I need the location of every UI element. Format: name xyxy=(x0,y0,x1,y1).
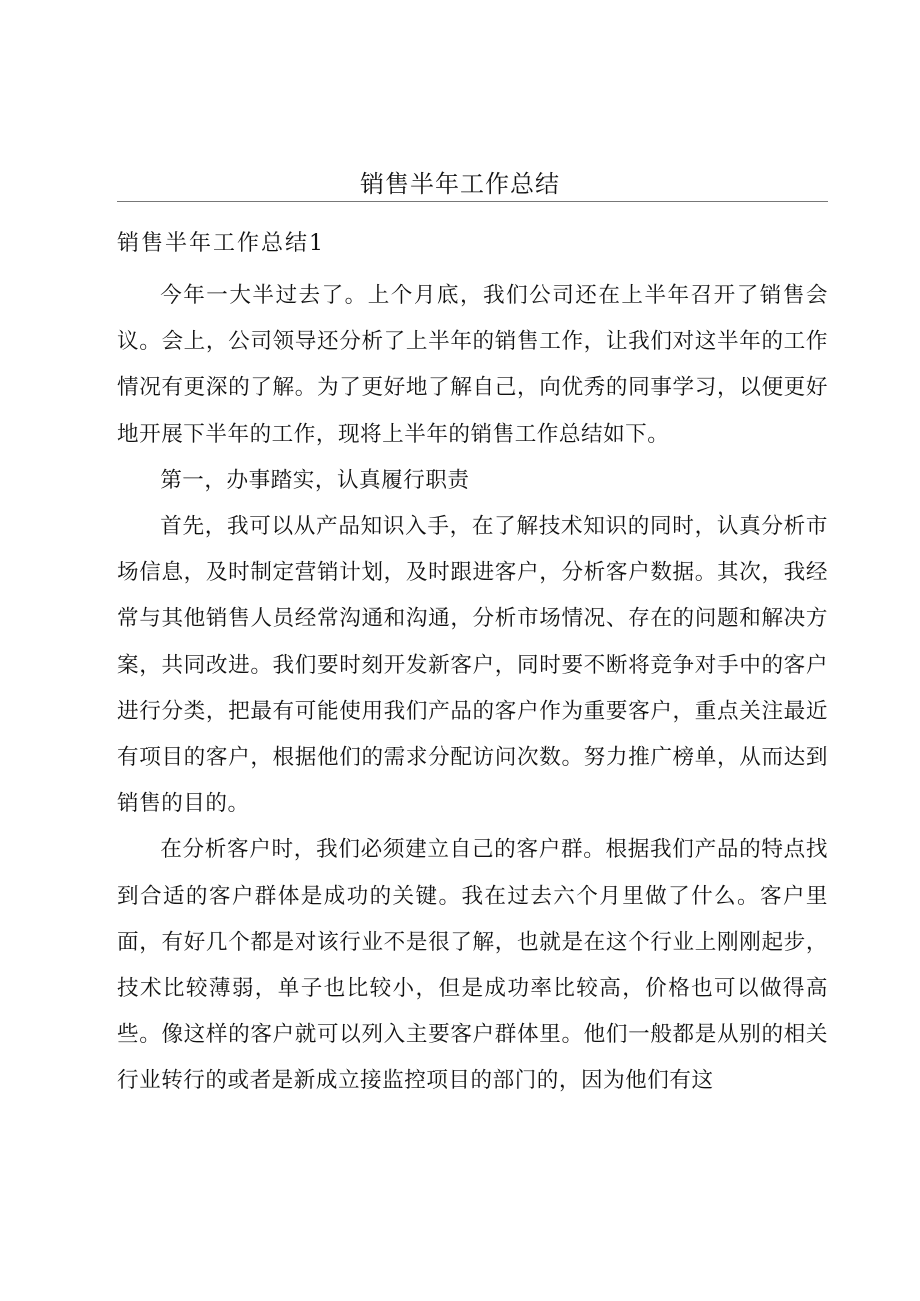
paragraph-product-knowledge: 首先，我可以从产品知识入手，在了解技术知识的同时，认真分析市场信息，及时制定营销计划，及时跟进客户，分析客户数据。其次，我经常与其他销售人员经常沟通和沟通，分析市场情况、存在的问题和解决方案，共同改进。我们要时刻开发新客户，同时要不断将竞争对手中的客户进行分类，把最有可能使用我们产品的客户作为重要客户，重点关注最近有项目的客户，根据他们的需求分配访问次数。努力推广榜单，从而达到销售的目的。 xyxy=(117,514,828,817)
title-underline-rule xyxy=(117,201,828,202)
document-title: 销售半年工作总结 xyxy=(360,170,560,198)
paragraph-customer-analysis: 在分析客户时，我们必须建立自己的客户群。根据我们产品的特点找到合适的客户群体是成功的关键。我在过去六个月里做了什么。客户里面，有好几个都是对该行业不是很了解，也就是在这个行业上刚刚起步，技术比较薄弱，单子也比较小，但是成功率比较高，价格也可以做得高些。像这样的客户就可以列入主要客户群体里。他们一般都是从别的相关行业转行的或者是新成立接监控项目的部门的，因为他们有这 xyxy=(117,837,828,1094)
paragraph-intro: 今年一大半过去了。上个月底，我们公司还在上半年召开了销售会议。会上，公司领导还分析了上半年的销售工作，让我们对这半年的工作情况有更深的了解。为了更好地了解自己，向优秀的同事学习，以便更好地开展下半年的工作，现将上半年的销售工作总结如下。 xyxy=(117,283,828,447)
section-heading: 销售半年工作总结1 xyxy=(117,231,325,256)
body-text xyxy=(117,273,828,1105)
paragraph-subheading: 第一，办事踏实，认真履行职责 xyxy=(160,467,470,493)
